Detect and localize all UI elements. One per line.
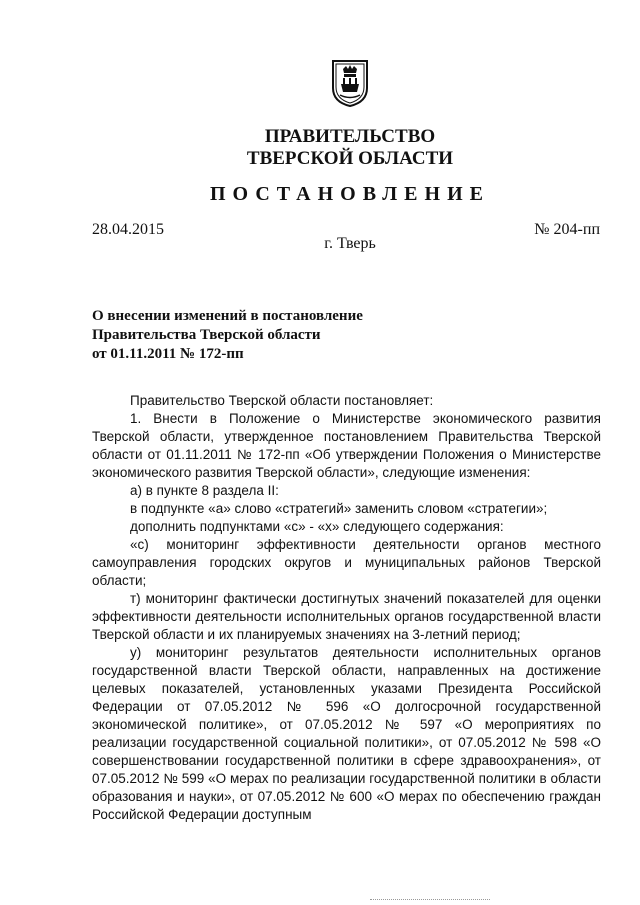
coat-of-arms-icon (330, 58, 370, 108)
body-paragraph: в подпункте «а» слово «стратегий» заменить словом «стратегии»; (130, 501, 548, 516)
body-paragraph: 1. Внести в Положение о Министерстве экономического развития Тверской области, утвержденное постановлением Правительства Тверской области от 01.11.2011 № 172-пп «Об утверждении Положения о Министерстве экономического развития Тверской области», следующие изменения: (92, 411, 601, 480)
organization-title-line1: ПРАВИТЕЛЬСТВО (264, 126, 436, 147)
document-city: г. Тверь (324, 235, 376, 252)
body-paragraph: Правительство Тверской области постановляет: (130, 393, 434, 408)
scan-artifact-divider (370, 899, 490, 902)
subject-line: Правительства Тверской области (92, 327, 321, 343)
organization-title-line2: ТВЕРСКОЙ ОБЛАСТИ (246, 148, 454, 169)
document-date: 28.04.2015 (92, 221, 164, 238)
document-body (92, 392, 601, 824)
body-paragraph: дополнить подпунктами «с» - «х» следующего содержания: (130, 519, 504, 534)
subject-line: О внесении изменений в постановление (92, 308, 363, 324)
body-paragraph: у) мониторинг результатов деятельности исполнительных органов государственной власти Тверской области, направленных на достижение целевых показателей, установленных указами Президента Российской Федерации от 07.05.2012 № 596 «О долгосрочной государственной экономической политике», от 07.05.2012 № 597 «О мероприятиях по реализации государственной социальной политики», от 07.05.2012 № 598 «О совершенствовании государственной политики в сфере здравоохранения», от 07.05.2012 № 599 «О мерах по реализации государственной политики в области образования и науки», от 07.05.2012 № 600 «О мерах по обеспечению граждан Российской Федерации доступным (92, 645, 601, 822)
document-subject (92, 307, 492, 364)
document-type-heading: ПОСТАНОВЛЕНИЕ (210, 183, 490, 205)
body-paragraph: т) мониторинг фактически достигнутых значений показателей для оценки эффективности деятельности исполнительных органов государственной власти Тверской области и их планируемых значениях на 3-летний период; (92, 591, 601, 642)
body-paragraph: а) в пункте 8 раздела II: (130, 483, 279, 498)
body-paragraph: «с) мониторинг эффективности деятельности органов местного самоуправления городских округов и муниципальных районов Тверской области; (92, 537, 601, 588)
document-number: № 204-пп (534, 221, 600, 238)
subject-line: от 01.11.2011 № 172-пп (92, 346, 244, 362)
